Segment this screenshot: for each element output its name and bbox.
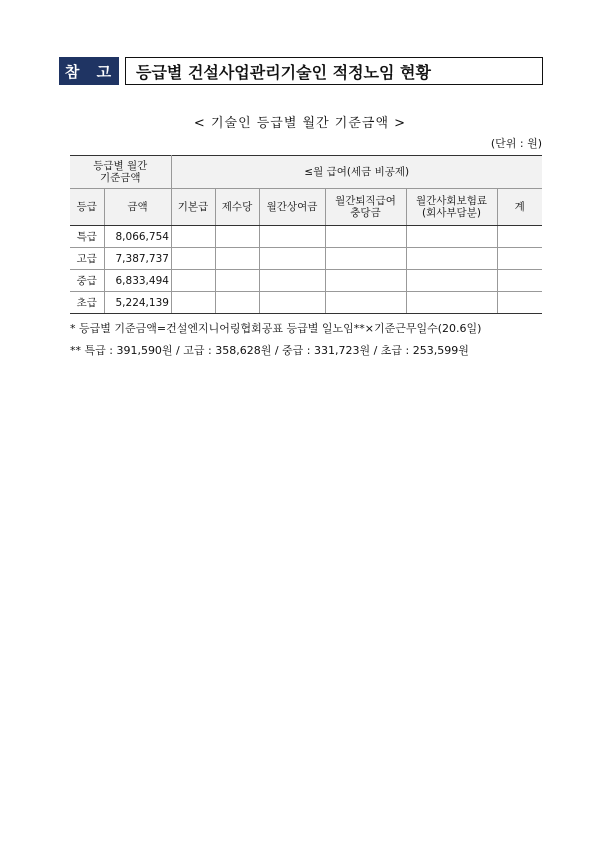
empty-cell (325, 226, 406, 248)
empty-cell (171, 292, 215, 314)
empty-cell (497, 248, 542, 270)
table-row (70, 248, 542, 270)
empty-cell (171, 226, 215, 248)
row-grade: 중급 (70, 270, 104, 292)
row-amount: 5,224,139 (104, 292, 171, 314)
empty-cell (259, 292, 325, 314)
row-amount: 8,066,754 (104, 226, 171, 248)
col-header-allowance: 제수당 (215, 189, 259, 226)
row-grade: 초급 (70, 292, 104, 314)
empty-cell (259, 270, 325, 292)
document-title: 등급별 건설사업관리기술인 적정노임 현황 (125, 57, 543, 85)
col-header-severance: 월간퇴직급여 충당금 (325, 189, 406, 226)
footnote-daily-wages: ** 특급 : 391,590원 / 고급 : 358,628원 / 중급 : 331,723원 / 초급 : 253,599원 (70, 344, 469, 357)
reference-badge: 참 고 (59, 57, 119, 85)
empty-cell (406, 226, 497, 248)
empty-cell (497, 292, 542, 314)
table-caption: < 기술인 등급별 월간 기준금액 > (193, 116, 407, 131)
empty-cell (325, 270, 406, 292)
empty-cell (325, 292, 406, 314)
col-header-grade: 등급 (70, 189, 104, 226)
col-header-insurance: 월간사회보험료 (회사부담분) (406, 189, 497, 226)
col-header-base-pay: 기본급 (171, 189, 215, 226)
empty-cell (215, 226, 259, 248)
empty-cell (215, 292, 259, 314)
section-header (59, 57, 543, 85)
empty-cell (406, 292, 497, 314)
row-grade: 특급 (70, 226, 104, 248)
table-row (70, 226, 542, 248)
empty-cell (406, 270, 497, 292)
row-amount: 6,833,494 (104, 270, 171, 292)
col-header-bonus: 월간상여금 (259, 189, 325, 226)
unit-label: (단위 : 원) (490, 137, 542, 150)
table-row (70, 270, 542, 292)
table-row (70, 292, 542, 314)
empty-cell (215, 248, 259, 270)
empty-cell (171, 270, 215, 292)
empty-cell (215, 270, 259, 292)
col-header-amount: 금액 (104, 189, 171, 226)
wage-table (70, 155, 542, 314)
row-amount: 7,387,737 (104, 248, 171, 270)
empty-cell (259, 248, 325, 270)
empty-cell (497, 270, 542, 292)
col-header-total: 계 (497, 189, 542, 226)
empty-cell (497, 226, 542, 248)
empty-cell (171, 248, 215, 270)
empty-cell (259, 226, 325, 248)
group-header-monthly-base: 등급별 월간 기준금액 (70, 156, 171, 189)
group-header-monthly-salary: ≤월 급여(세금 비공제) (171, 156, 542, 189)
empty-cell (325, 248, 406, 270)
empty-cell (406, 248, 497, 270)
row-grade: 고급 (70, 248, 104, 270)
footnote-base-amount: * 등급별 기준금액=건설엔지니어링협회공표 등급별 일노임**×기준근무일수(20.6일) (70, 322, 482, 335)
